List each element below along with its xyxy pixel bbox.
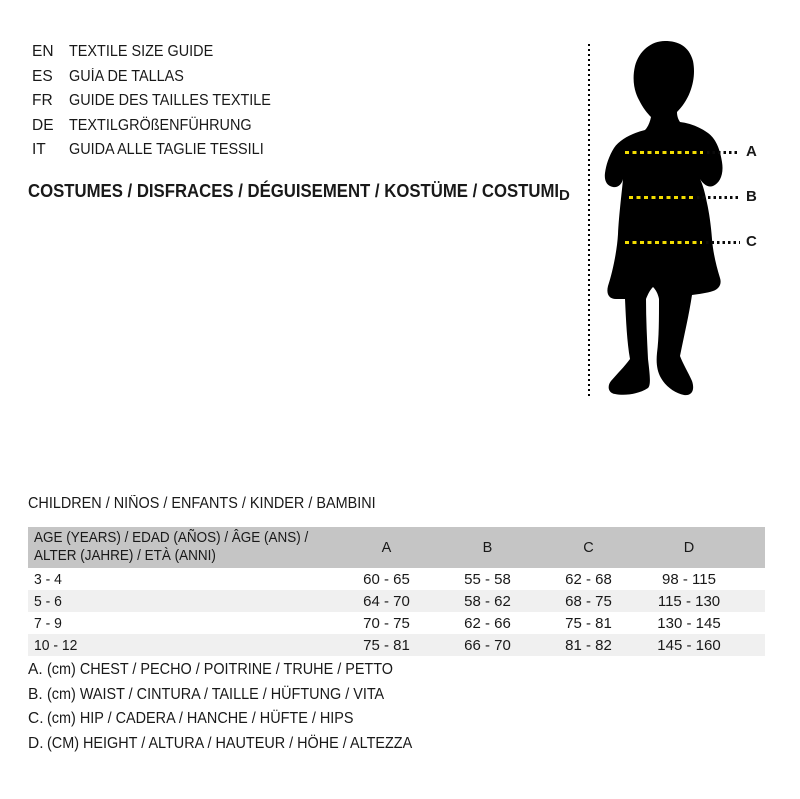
height-range-cell: 98 - 115 [662, 570, 716, 588]
waist-measure-dash [629, 196, 693, 199]
hip-range-cell: 75 - 81 [565, 614, 612, 632]
child-silhouette-icon [603, 36, 738, 398]
legend-text-c: (cm) HIP / CADERA / HANCHE / HÜFTE / HIPS [47, 710, 354, 727]
language-row-es [32, 65, 286, 90]
language-row-fr [32, 89, 286, 114]
chest-leader-dots [707, 151, 740, 154]
legend-key-a: A. [28, 661, 43, 678]
measurement-legend [28, 658, 440, 756]
legend-row-chest [28, 658, 440, 683]
children-size-table [28, 527, 765, 656]
legend-key-b: B. [28, 685, 43, 703]
language-code-en: EN [32, 43, 54, 60]
waist-range-cell: 58 - 62 [464, 592, 511, 610]
column-header-a: A [336, 527, 437, 568]
language-title-en: TEXTILE SIZE GUIDE [69, 43, 214, 60]
chest-range-cell: 60 - 65 [363, 570, 410, 588]
legend-row-hip [28, 707, 440, 732]
legend-row-waist [28, 683, 440, 708]
size-row-age-7-9 [28, 612, 765, 634]
age-cell [28, 590, 336, 612]
age-value: 5 - 6 [34, 592, 62, 610]
hip-range-cell: 81 - 82 [565, 636, 612, 654]
table-section-title [28, 495, 402, 513]
height-dotted-line [588, 44, 590, 396]
legend-text-a: (cm) CHEST / PECHO / POITRINE / TRUHE / PETTO [47, 661, 394, 678]
category-line [28, 181, 599, 202]
hip-measure-dash [625, 241, 702, 244]
hip-range-cell: 68 - 75 [565, 592, 612, 610]
waist-range-cell: 66 - 70 [464, 636, 511, 654]
legend-text-b: (cm) WAIST / CINTURA / TAILLE / HÜFTUNG / VITA [47, 685, 385, 703]
age-value: 7 - 9 [34, 614, 62, 632]
size-table-header-row [28, 527, 765, 568]
age-column-header [28, 527, 336, 568]
legend-text-d: (CM) HEIGHT / ALTURA / HAUTEUR / HÖHE / ALTEZZA [47, 734, 413, 752]
height-range-cell: 145 - 160 [657, 636, 721, 654]
language-code-de: DE [32, 116, 54, 134]
chest-range-cell: 70 - 75 [363, 614, 410, 632]
legend-key-d: D. [28, 734, 44, 752]
language-row-de [32, 114, 286, 139]
language-title-list [32, 40, 286, 163]
age-cell [28, 568, 336, 590]
size-row-age-10-12 [28, 634, 765, 656]
size-row-age-3-4 [28, 568, 765, 590]
age-value: 10 - 12 [34, 636, 78, 654]
size-row-age-5-6 [28, 590, 765, 612]
language-title-fr: GUIDE DES TAILLES TEXTILE [69, 92, 271, 110]
language-row-en [32, 40, 286, 65]
language-row-it [32, 138, 286, 163]
chest-range-cell: 75 - 81 [363, 636, 410, 654]
age-cell [28, 634, 336, 656]
language-code-es: ES [32, 67, 53, 85]
column-header-b: B [437, 527, 538, 568]
age-header-line2: ALTER (JAHRE) / ETÀ (ANNI) [34, 547, 216, 564]
waist-range-cell: 62 - 66 [464, 614, 511, 632]
language-code-fr: FR [32, 92, 53, 110]
waist-range-cell: 55 - 58 [464, 570, 511, 588]
waist-leader-dots [697, 196, 740, 199]
language-title-it: GUIDA ALLE TAGLIE TESSILI [69, 141, 264, 159]
language-title-es: GUÍA DE TALLAS [69, 67, 184, 85]
measurement-figure [555, 36, 790, 408]
chest-measure-dash [625, 151, 703, 154]
hip-range-cell: 62 - 68 [565, 570, 612, 588]
chest-range-cell: 64 - 70 [363, 592, 410, 610]
legend-row-height [28, 732, 440, 757]
hip-measure-label: C [746, 233, 757, 250]
chest-measure-label: A [746, 143, 757, 160]
table-section-title-text: CHILDREN / NIÑOS / ENFANTS / KINDER / BAMBINI [28, 495, 376, 512]
legend-key-c: C. [28, 710, 44, 727]
height-range-cell: 115 - 130 [657, 592, 721, 610]
language-title-de: TEXTILGRÖßENFÜHRUNG [69, 116, 252, 134]
language-code-it: IT [32, 141, 46, 159]
column-header-c: C [538, 527, 639, 568]
height-measure-label: D [559, 187, 570, 204]
age-value: 3 - 4 [34, 570, 62, 588]
age-header-line1: AGE (YEARS) / EDAD (AÑOS) / ÂGE (ANS) / [34, 530, 309, 546]
waist-measure-label: B [746, 188, 757, 205]
category-line-text: COSTUMES / DISFRACES / DÉGUISEMENT / KOSTÜME / COSTUMI [28, 181, 560, 201]
hip-leader-dots [706, 241, 740, 244]
height-range-cell: 130 - 145 [657, 614, 721, 632]
age-cell [28, 612, 336, 634]
column-header-d: D [639, 527, 765, 568]
